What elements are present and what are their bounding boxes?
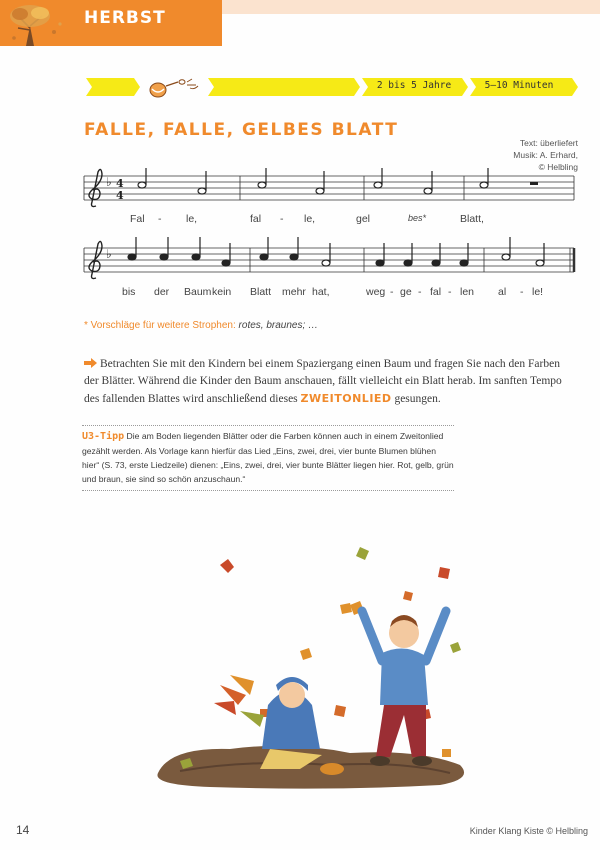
lyric-syllable: - bbox=[158, 213, 162, 225]
lyric-syllable: - bbox=[280, 213, 284, 225]
staff-2 bbox=[84, 248, 574, 272]
autumn-children-illustration bbox=[150, 535, 480, 790]
lyric-syllable: bes* bbox=[408, 213, 427, 223]
notes-line-1 bbox=[138, 168, 488, 194]
section-label: HERBST bbox=[84, 8, 166, 28]
tip-text: Die am Boden liegenden Blätter oder die Farben können auch in einem Zweitonlied gezählt werden. Als Vorlage kann hierfür das Lied „Eins, zwei, drei, vier bunte Blumen blühen hier“ (S. 73, erste Liedzeile) dienen: „Eins, zwei, drei, vier bunte Blätter liegen hier. Rot, gelb, grün und braun, sie sind so schön anzuschaun.“ bbox=[82, 431, 454, 484]
maracas-icon bbox=[150, 79, 198, 97]
publication-credit: Kinder Klang Kiste © Helbling bbox=[469, 826, 588, 836]
credit-text: Text: überliefert bbox=[519, 138, 578, 148]
instruction-text: Betrachten Sie mit den Kindern bei einem Spaziergang einen Baum und fragen Sie nach den Farben der Blätter. Während die Kinder den Baum anschauen, fällt vielleicht ein Blatt herab. Im sanften Tempo des fallenden Blattes wird anschließend dieses bbox=[84, 358, 562, 405]
lyric-syllable: Blatt bbox=[250, 286, 272, 298]
leaf-icon bbox=[300, 648, 312, 660]
song-title: FALLE, FALLE, GELBES BLATT bbox=[84, 120, 399, 140]
lyric-syllable: le, bbox=[304, 213, 316, 225]
lyric-syllable: Fal bbox=[130, 213, 145, 225]
leaf-icon bbox=[334, 705, 346, 717]
divider bbox=[82, 490, 454, 491]
leaf-icon bbox=[356, 547, 369, 560]
lyric-syllable: le, bbox=[186, 213, 198, 225]
arrow-right-icon bbox=[84, 358, 97, 368]
leaf-bouquet bbox=[214, 675, 264, 727]
lyric-syllable: kein bbox=[212, 286, 232, 298]
credit-music: Musik: A. Erhard, bbox=[513, 150, 578, 160]
lyric-syllable: fal bbox=[430, 286, 442, 298]
child-standing bbox=[362, 611, 446, 766]
tree-icon bbox=[6, 2, 72, 46]
lyric-syllable: der bbox=[154, 286, 170, 298]
lyric-syllable: ge bbox=[400, 286, 412, 298]
lyric-syllable: len bbox=[460, 286, 475, 298]
lyric-syllable: - bbox=[390, 286, 394, 298]
instruction-keyword: ZWEITONLIED bbox=[300, 392, 392, 405]
credit-copyright: © Helbling bbox=[538, 162, 578, 172]
flat-sign: ♭ bbox=[106, 175, 112, 189]
footnote-text: * Vorschläge für weitere Strophen: bbox=[84, 320, 236, 331]
notes-line-2 bbox=[128, 237, 468, 266]
time-sig-bottom: 4 bbox=[116, 189, 124, 202]
instruction-paragraph bbox=[84, 356, 574, 408]
lyric-syllable: gel bbox=[356, 213, 371, 225]
duration-badge: 5–10 Minuten bbox=[484, 80, 554, 91]
svg-text:♭: ♭ bbox=[106, 247, 112, 261]
leaf-icon bbox=[220, 559, 234, 573]
instruction-text-end: gesungen. bbox=[394, 393, 441, 405]
lyric-syllable: al bbox=[498, 286, 507, 298]
rest bbox=[530, 182, 538, 185]
tip-box bbox=[82, 425, 454, 491]
lyric-syllable: fal bbox=[250, 213, 262, 225]
lyric-syllable: weg bbox=[366, 286, 386, 298]
lyric-syllable: - bbox=[418, 286, 422, 298]
lyric-syllable: - bbox=[520, 286, 524, 298]
lyric-syllable: Baum bbox=[184, 286, 212, 298]
leaf-icon bbox=[340, 603, 352, 614]
lyric-syllable: hat, bbox=[312, 286, 330, 298]
verse-footnote bbox=[84, 320, 318, 331]
tip-content bbox=[82, 426, 454, 490]
tip-label: U3-Tipp bbox=[82, 431, 125, 442]
lyric-syllable: bis bbox=[122, 286, 136, 298]
leaf-icon bbox=[442, 749, 451, 757]
lyric-syllable: - bbox=[448, 286, 452, 298]
staff-1 bbox=[84, 176, 574, 200]
lyric-syllable: Blatt, bbox=[460, 213, 484, 225]
page-number: 14 bbox=[16, 823, 30, 837]
age-badge: 2 bis 5 Jahre bbox=[376, 80, 452, 91]
lyrics-line-1 bbox=[80, 213, 580, 229]
lyric-syllable: le! bbox=[532, 286, 544, 298]
leaf-icon bbox=[450, 642, 461, 653]
time-sig-top: 4 bbox=[116, 177, 124, 190]
footnote-examples: rotes, braunes; … bbox=[238, 320, 319, 331]
leaf-icon bbox=[403, 591, 413, 601]
leaf-icon bbox=[438, 567, 450, 579]
lyric-syllable: mehr bbox=[282, 286, 306, 298]
lyrics-line-2 bbox=[80, 286, 580, 302]
